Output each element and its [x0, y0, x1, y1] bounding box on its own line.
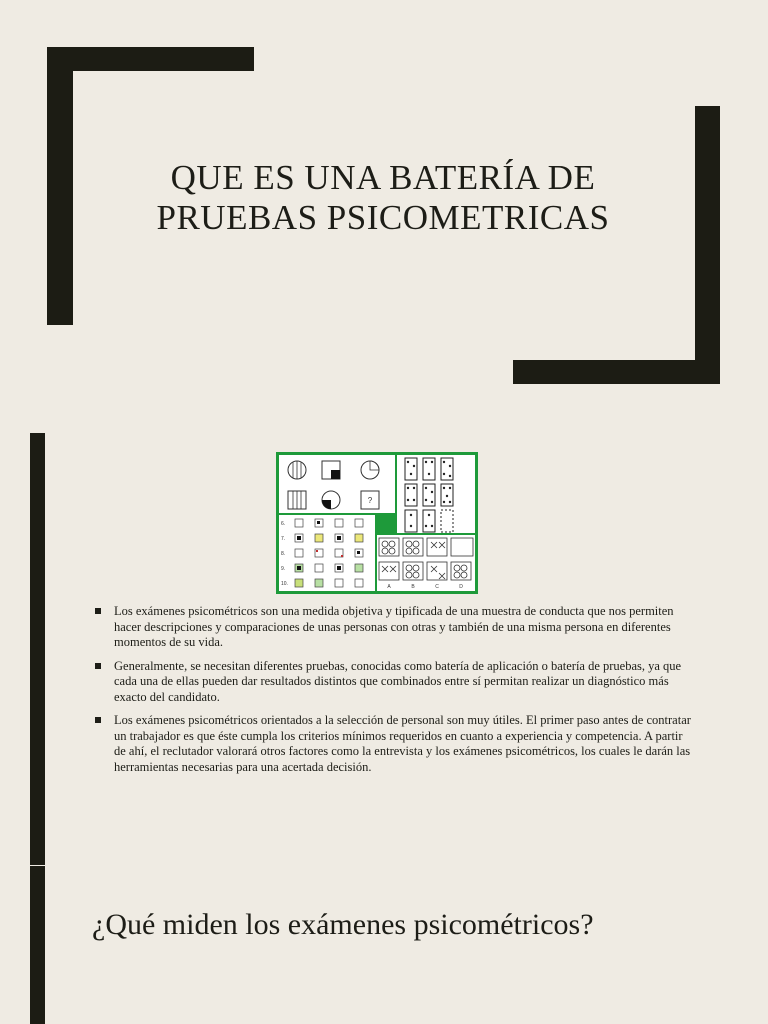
slide3-heading: ¿Qué miden los exámenes psicométricos? [92, 908, 594, 941]
option-d-label: D [459, 584, 463, 590]
title-line-2: PRUEBAS PSICOMETRICAS [156, 198, 610, 237]
numbered-rows-shapes [279, 515, 375, 591]
slide2-side-bar [30, 433, 45, 865]
bullet-list [92, 604, 692, 783]
slide-title [100, 158, 666, 238]
psychometric-test-figure [276, 452, 478, 594]
row-number-6: 6. [281, 521, 286, 527]
option-c-label: C [435, 584, 439, 590]
title-line-1: QUE ES UNA BATERÍA DE [170, 158, 596, 197]
row-number-7: 7. [281, 536, 286, 542]
matrix-panel [279, 455, 395, 513]
frame-top-left-vertical [47, 47, 73, 325]
numbered-rows-panel [279, 515, 375, 591]
frame-top-left-horizontal [47, 47, 254, 71]
title-slide [0, 0, 768, 420]
bullet-item: Los exámenes psicométricos orientados a la selección de personal son muy útiles. El primer paso antes de contratar un trabajador es que éste cumpla los criterios mínimos requeridos en cuanto a experiencia y competencia. A partir de ahí, el reclutador valorará otros factores como la entrevista y los exámenes psicométricos, los cuales le darán las herramientas necesarias para una acertada decisión. [92, 713, 692, 775]
matrix-shapes [279, 455, 395, 513]
bullet-item: Generalmente, se necesitan diferentes pruebas, conocidas como batería de aplicación o batería de pruebas, ya que cada una de ellas pueden dar resultados distintos que combinados entre sí permitan realizar un diagnóstico más exacto del candidato. [92, 659, 692, 706]
symbols-shapes [377, 535, 475, 591]
question-mark-label: ? [367, 496, 373, 505]
dominoes-panel [397, 455, 475, 533]
dominoes-shapes [397, 455, 475, 533]
frame-bottom-right-vertical [695, 106, 720, 384]
option-b-label: B [411, 584, 415, 590]
option-a-label: A [387, 584, 391, 590]
bullet-item: Los exámenes psicométricos son una medida objetiva y tipificada de una muestra de conducta que nos permiten hacer descripciones y comparaciones de unas personas con otras y también de una misma persona en diferentes momentos de su vida. [92, 604, 692, 651]
symbols-panel [377, 535, 475, 591]
row-number-10: 10. [281, 581, 288, 587]
slide3-side-bar [30, 866, 45, 1024]
row-number-9: 9. [281, 566, 286, 572]
frame-bottom-right-horizontal [513, 360, 720, 384]
row-number-8: 8. [281, 551, 286, 557]
